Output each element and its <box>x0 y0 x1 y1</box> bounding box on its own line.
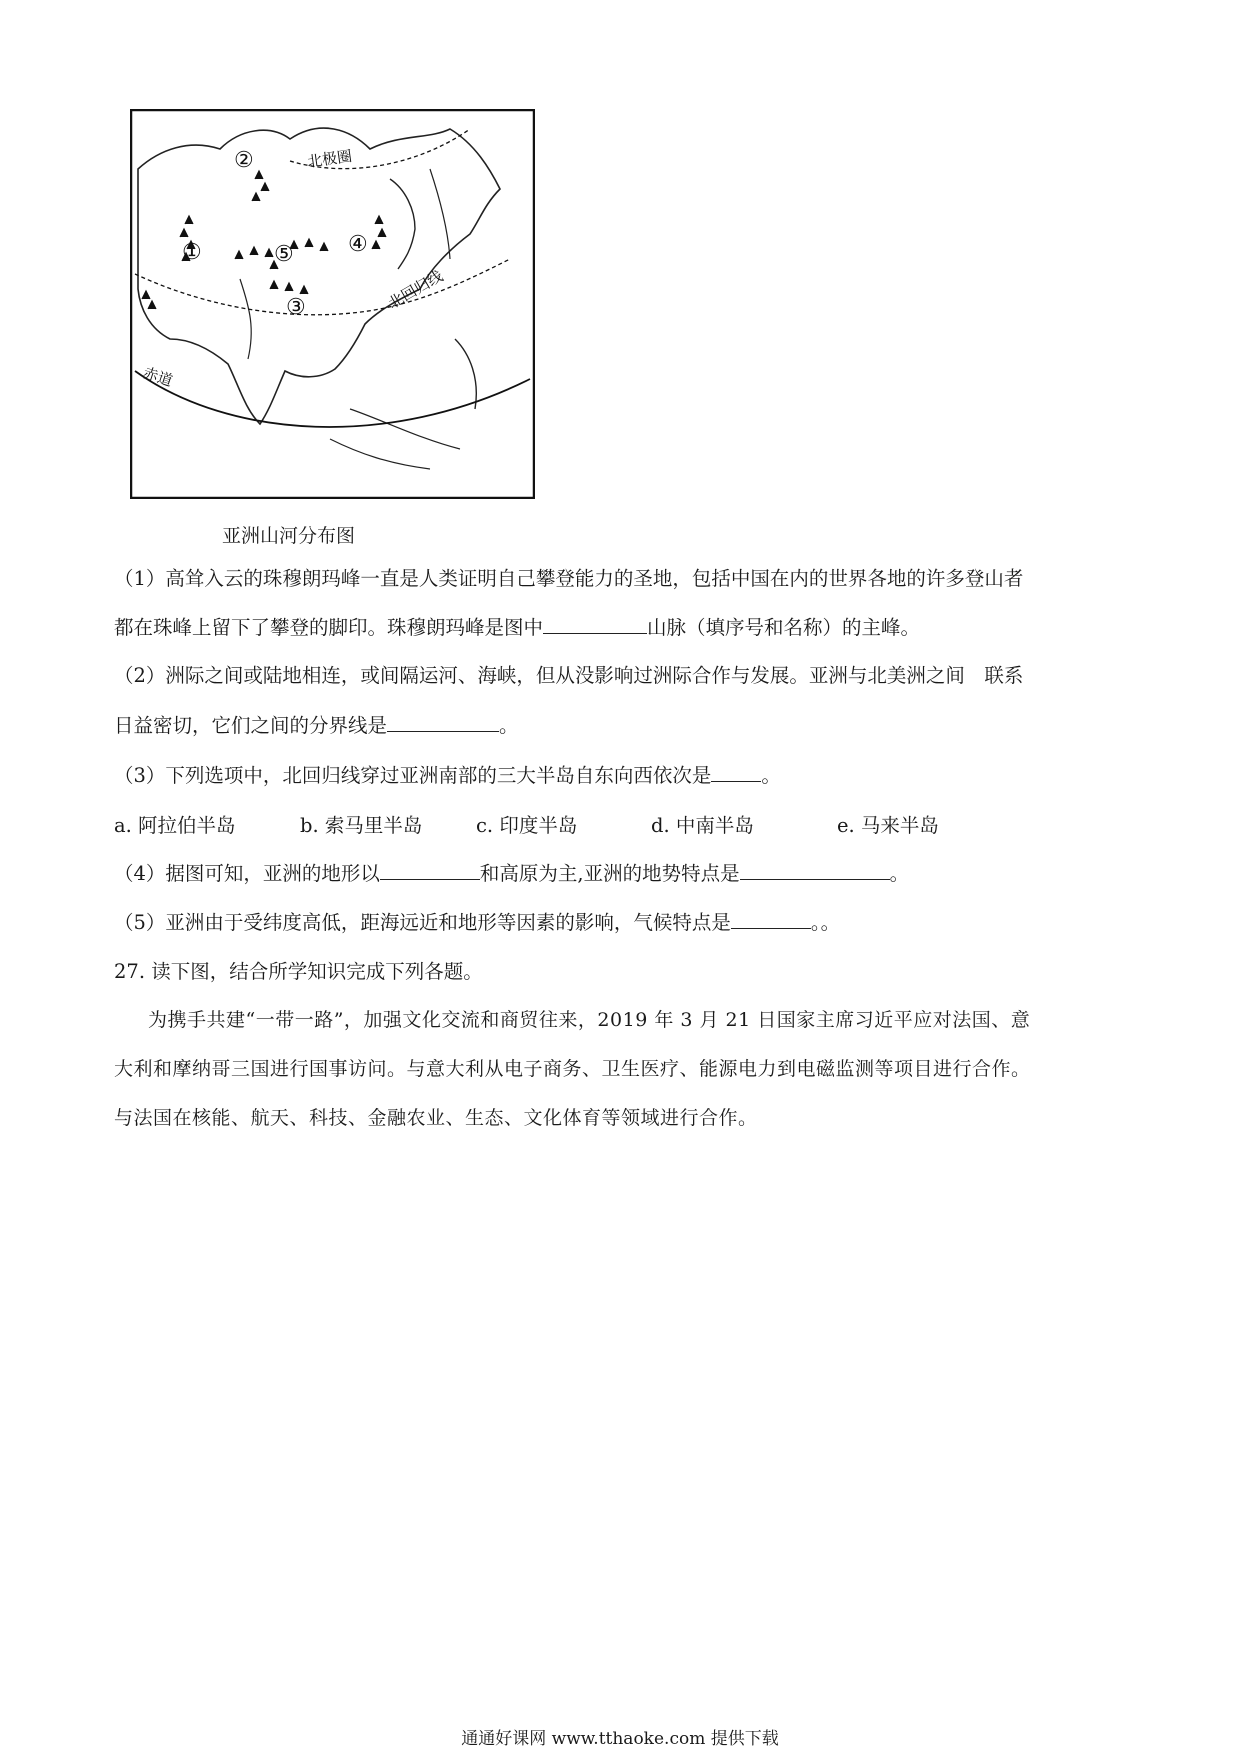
map-label-5: ⑤ <box>274 242 294 267</box>
q3-text-a: （3）下列选项中，北回归线穿过亚洲南部的三大半岛自东向西依次是 <box>114 764 712 787</box>
q1-line1: （1）高耸入云的珠穆朗玛峰一直是人类证明自己攀登能力的圣地，包括中国在内的世界各地的许多登山者 <box>114 567 1024 590</box>
q1-text-a: 都在珠峰上留下了攀登的脚印。珠穆朗玛峰是图中 <box>114 616 544 639</box>
q3-option-e: e. 马来半岛 <box>837 814 939 837</box>
q27-para-line1: 为携手共建“一带一路”，加强文化交流和商贸往来，2019 年 3 月 21 日国家主席习近平应对法国、意 <box>148 1009 1031 1031</box>
q2-answer-blank[interactable] <box>387 713 499 732</box>
q2-text-a: 日益密切，它们之间的分界线是 <box>114 714 388 737</box>
q3-option-a: a. 阿拉伯半岛 <box>114 814 236 837</box>
map-caption: 亚洲山河分布图 <box>222 525 356 547</box>
asia-map <box>130 109 535 499</box>
q3-option-d: d. 中南半岛 <box>651 814 754 837</box>
q27-para-line2: 大利和摩纳哥三国进行国事访问。与意大利从电子商务、卫生医疗、能源电力到电磁监测等项目进行合作。 <box>114 1058 1031 1080</box>
q4-answer-blank-1[interactable] <box>380 861 480 880</box>
map-label-2: ② <box>234 148 254 173</box>
q5-text-a: （5）亚洲由于受纬度高低，距海远近和地形等因素的影响，气候特点是 <box>114 911 731 934</box>
q1-answer-blank[interactable] <box>543 615 647 634</box>
map-label-3: ③ <box>286 295 306 320</box>
map-label-4: ④ <box>348 232 368 257</box>
map-label-1: ① <box>182 240 202 265</box>
q27-title: 27. 读下图，结合所学知识完成下列各题。 <box>114 960 483 983</box>
q27-para-line3: 与法国在核能、航天、科技、金融农业、生态、文化体育等领域进行合作。 <box>114 1107 758 1129</box>
q5-answer-blank[interactable] <box>731 910 811 929</box>
q3-option-c: c. 印度半岛 <box>476 814 578 837</box>
map-label-arctic-circle: 北极圈 <box>306 146 354 171</box>
map-label-equator: 赤道 <box>140 363 175 391</box>
q1-text-b: 山脉（填序号和名称）的主峰。 <box>647 616 921 639</box>
q4-text-a: （4）据图可知，亚洲的地形以 <box>114 862 380 885</box>
q1-line2 <box>114 612 920 640</box>
q3-line1 <box>114 760 781 788</box>
q3-answer-blank[interactable] <box>711 763 761 782</box>
q4-line <box>114 858 909 886</box>
q4-text-b: 和高原为主,亚洲的地势特点是 <box>479 862 740 885</box>
q3-text-b: 。 <box>761 764 781 787</box>
q2-line1: （2）洲际之间或陆地相连，或间隔运河、海峡，但从没影响过洲际合作与发展。亚洲与北美洲之间 联系 <box>114 664 1024 687</box>
map-label-tropic-of-cancer: 北回归线 <box>385 266 446 313</box>
q3-option-b: b. 索马里半岛 <box>300 814 423 837</box>
q5-line <box>114 907 840 935</box>
q4-answer-blank-2[interactable] <box>740 861 890 880</box>
q2-text-b: 。 <box>499 714 519 737</box>
q2-line2 <box>114 710 519 738</box>
footer-credit: 通通好课网 www.tthaoke.com 提供下载 <box>461 1729 779 1749</box>
q4-text-c: 。 <box>889 862 910 885</box>
q5-text-b: 。。 <box>810 911 841 934</box>
